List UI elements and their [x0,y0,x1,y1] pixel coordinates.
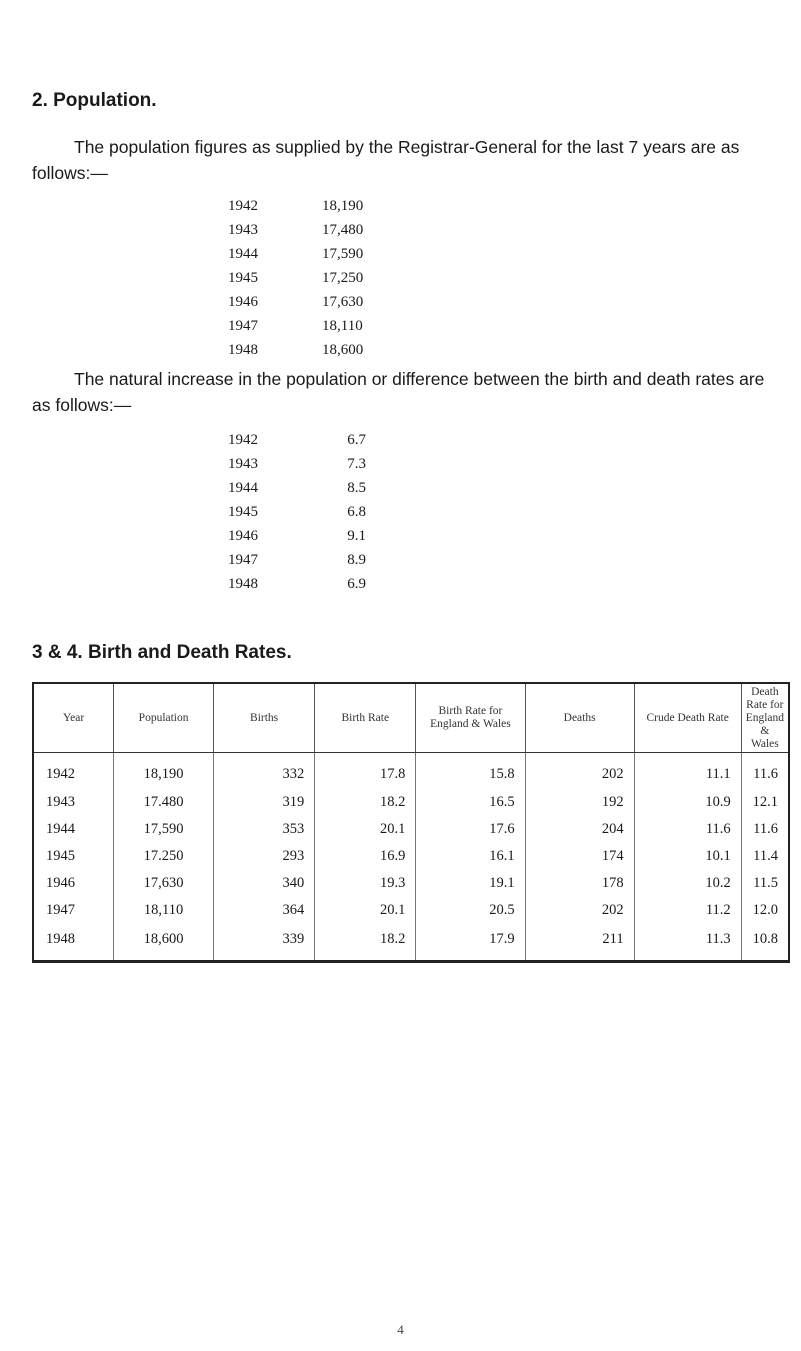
cell-births: 319 [214,789,315,816]
cell-death-rate-england-wales: 11.6 [753,765,778,782]
increase-value: 8.9 [347,552,366,568]
cell-crude-death-rate: 11.1 [634,753,741,790]
table-row [33,870,789,897]
year: 1942 [228,432,258,448]
column-header: Crude Death Rate [634,683,741,753]
population-list [228,194,402,362]
increase-value: 6.9 [347,576,366,592]
cell-year: 1948 [33,924,114,962]
cell-death-rate-england-wales: 11.5 [753,875,778,891]
cell-crude-death-rate: 10.2 [634,870,741,897]
cell-year: 1945 [33,843,114,870]
cell-population: 17.250 [114,843,214,870]
table-row [33,816,789,843]
column-header: Death Rate for England & Wales [741,683,789,753]
rates-heading: 3 & 4. Birth and Death Rates. [32,642,292,663]
page-number: 4 [397,1322,404,1337]
cell-birth-rate-england-wales: 20.5 [416,897,525,924]
cell-deaths: 174 [525,843,634,870]
increase-value: 6.8 [347,504,366,520]
population-value: 17,630 [322,294,364,310]
column-header: Birth Rate [315,683,416,753]
population-value: 17,250 [322,270,364,286]
cell-birth-rate: 20.1 [315,816,416,843]
list-item [228,242,402,266]
cell-death-rate-england-wales: 12.0 [752,902,778,918]
year: 1945 [228,270,258,286]
cell-deaths: 192 [525,789,634,816]
population-value: 18,190 [322,198,364,214]
cell-population: 18,600 [114,924,214,962]
table-row [33,924,789,962]
list-item [228,194,402,218]
column-header: Year [33,683,114,753]
cell-birth-rate-england-wales: 16.1 [416,843,525,870]
population-heading: 2. Population. [32,90,157,111]
table-row [33,789,789,816]
year: 1944 [228,480,258,496]
list-item [228,476,366,500]
increase-value: 9.1 [347,528,366,544]
increase-value: 7.3 [347,456,366,472]
cell-year: 1942 [33,753,114,790]
cell-year: 1944 [33,816,114,843]
year: 1942 [228,198,258,214]
list-item [228,548,366,572]
column-header: Birth Rate for England & Wales [416,683,525,753]
population-intro: The population figures as supplied by the Registrar-General for the last 7 years are as follows:— [32,137,740,183]
column-header: Births [214,683,315,753]
cell-year: 1946 [33,870,114,897]
cell-deaths: 202 [525,753,634,790]
year: 1944 [228,246,258,262]
cell-crude-death-rate: 11.3 [634,924,741,962]
table-row [33,843,789,870]
cell-births: 339 [214,924,315,962]
cell-birth-rate-england-wales: 16.5 [416,789,525,816]
cell-births: 353 [214,816,315,843]
list-item [228,524,366,548]
population-value: 17,590 [322,246,364,262]
list-item [228,500,366,524]
year: 1945 [228,504,258,520]
cell-deaths: 211 [525,924,634,962]
cell-births: 340 [214,870,315,897]
cell-birth-rate: 20.1 [315,897,416,924]
cell-birth-rate: 16.9 [315,843,416,870]
cell-crude-death-rate: 11.6 [634,816,741,843]
list-item [228,290,402,314]
year: 1943 [228,222,258,238]
cell-death-rate-england-wales: 11.6 [753,821,778,837]
cell-year: 1947 [33,897,114,924]
birth-death-rates-table [32,682,790,963]
cell-births: 364 [214,897,315,924]
year: 1948 [228,576,258,592]
cell-birth-rate: 18.2 [315,924,416,962]
population-value: 18,600 [322,342,364,358]
cell-crude-death-rate: 10.9 [634,789,741,816]
cell-population: 17.480 [114,789,214,816]
list-item [228,338,402,362]
table-row [33,753,789,790]
cell-deaths: 178 [525,870,634,897]
column-header: Deaths [525,683,634,753]
cell-birth-rate-england-wales: 17.6 [416,816,525,843]
list-item [228,452,366,476]
cell-death-rate-england-wales: 10.8 [752,930,778,947]
population-value: 17,480 [322,222,364,238]
year: 1946 [228,528,258,544]
cell-birth-rate-england-wales: 17.9 [416,924,525,962]
cell-deaths: 202 [525,897,634,924]
list-item [228,314,402,338]
list-item [228,266,402,290]
cell-population: 17,630 [114,870,214,897]
increase-value: 6.7 [347,432,366,448]
cell-births: 332 [214,753,315,790]
cell-year: 1943 [33,789,114,816]
year: 1947 [228,318,258,334]
cell-birth-rate: 19.3 [315,870,416,897]
year: 1947 [228,552,258,568]
year: 1946 [228,294,258,310]
cell-deaths: 204 [525,816,634,843]
increase-value: 8.5 [347,480,366,496]
list-item [228,218,402,242]
cell-crude-death-rate: 10.1 [634,843,741,870]
cell-birth-rate-england-wales: 15.8 [416,753,525,790]
cell-death-rate-england-wales: 11.4 [753,848,778,864]
cell-population: 18,190 [114,753,214,790]
cell-population: 18,110 [114,897,214,924]
list-item [228,572,366,596]
cell-crude-death-rate: 11.2 [634,897,741,924]
cell-births: 293 [214,843,315,870]
table-header-row [33,683,789,753]
cell-birth-rate: 17.8 [315,753,416,790]
cell-birth-rate: 18.2 [315,789,416,816]
increase-list [228,428,366,596]
column-header: Population [114,683,214,753]
cell-population: 17,590 [114,816,214,843]
increase-intro: The natural increase in the population or difference between the birth and death rates are as follows:— [32,369,765,415]
cell-death-rate-england-wales: 12.1 [752,794,778,810]
table-row [33,897,789,924]
list-item [228,428,366,452]
population-value: 18,110 [322,318,363,334]
year: 1943 [228,456,258,472]
cell-birth-rate-england-wales: 19.1 [416,870,525,897]
year: 1948 [228,342,258,358]
